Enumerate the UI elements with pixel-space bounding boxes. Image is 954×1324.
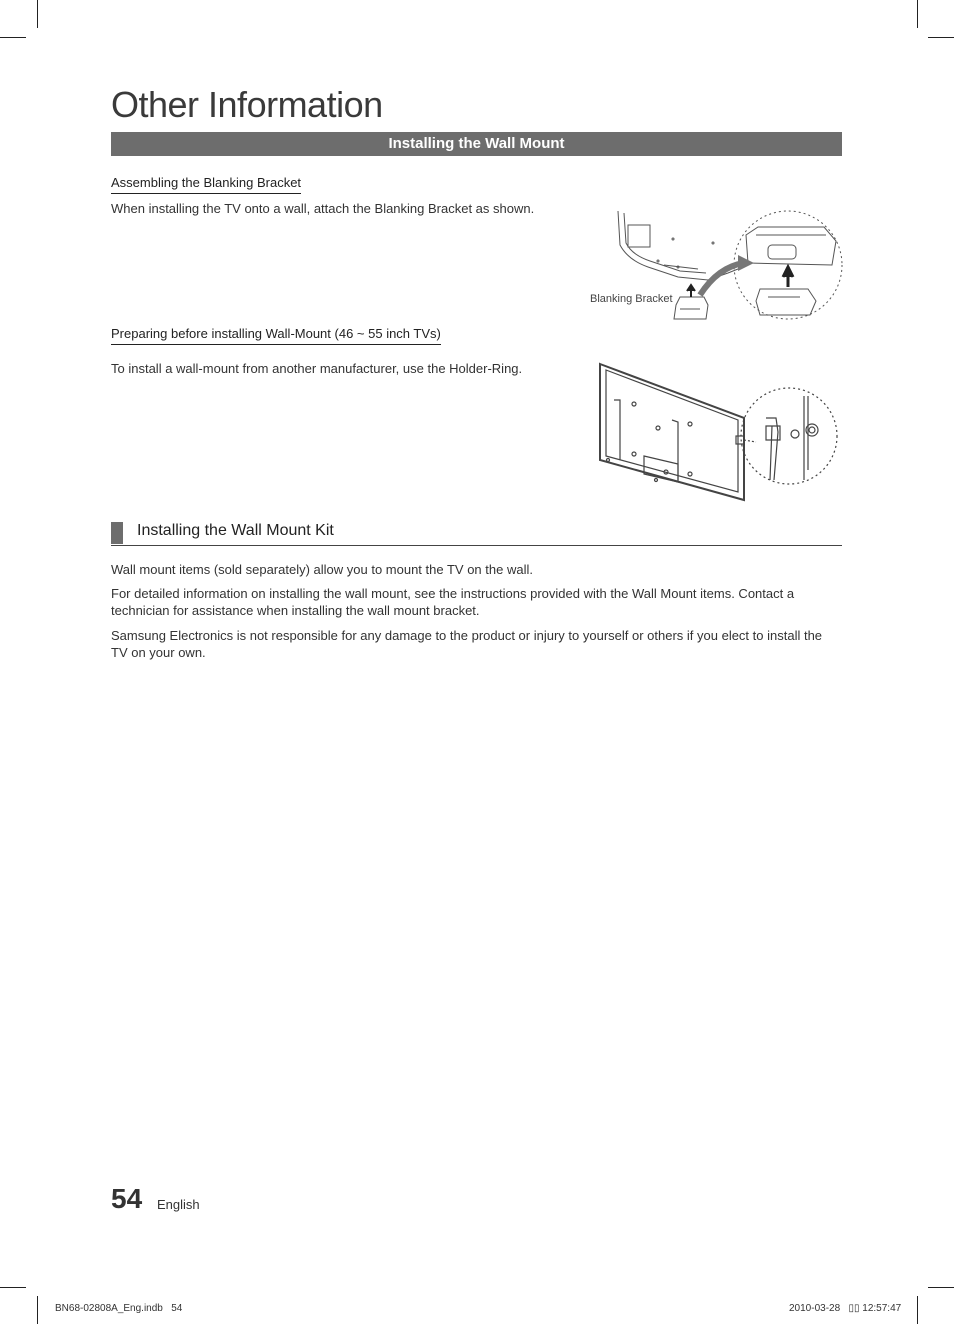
blanking-bracket-caption: Blanking Bracket <box>590 293 673 305</box>
crop-mark <box>0 1287 26 1288</box>
crop-mark <box>0 37 26 38</box>
section-title-bar: Installing the Wall Mount <box>111 132 842 156</box>
blanking-bracket-text: When installing the TV onto a wall, attach the Blanking Bracket as shown. <box>111 201 535 216</box>
crop-mark <box>917 0 918 28</box>
crop-mark <box>917 1296 918 1324</box>
holder-ring-figure <box>594 360 844 505</box>
blanking-bracket-heading: Assembling the Blanking Bracket <box>111 175 301 194</box>
print-file-info: BN68-02808A_Eng.indb 54 <box>55 1303 183 1314</box>
page-language: English <box>157 1197 200 1212</box>
wall-mount-kit-heading-bar <box>111 521 842 546</box>
blanking-bracket-figure <box>588 205 844 333</box>
wall-mount-kit-heading: Installing the Wall Mount Kit <box>137 522 334 539</box>
kit-paragraph: For detailed information on installing the wall mount, see the instructions provided with the Wall Mount items. Contact a technician for assistance when installing the wall mount bracket. <box>111 586 795 618</box>
page-number: 54 <box>111 1183 143 1214</box>
print-timestamp: 2010-03-28 ▯▯ 12:57:47 <box>789 1303 902 1314</box>
crop-mark <box>37 0 38 28</box>
crop-mark <box>928 1287 954 1288</box>
crop-mark <box>37 1296 38 1324</box>
page-title: Other Information <box>111 84 383 125</box>
heading-marker <box>111 522 123 544</box>
preparing-wall-mount-text: To install a wall-mount from another manufacturer, use the Holder-Ring. <box>111 361 523 376</box>
kit-paragraph: Samsung Electronics is not responsible for any damage to the product or injury to yourself or others if you elect to install the TV on your own. <box>111 628 823 660</box>
preparing-wall-mount-heading: Preparing before installing Wall-Mount (46 ~ 55 inch TVs) <box>111 326 441 345</box>
crop-mark <box>928 37 954 38</box>
kit-paragraph: Wall mount items (sold separately) allow you to mount the TV on the wall. <box>111 562 533 577</box>
